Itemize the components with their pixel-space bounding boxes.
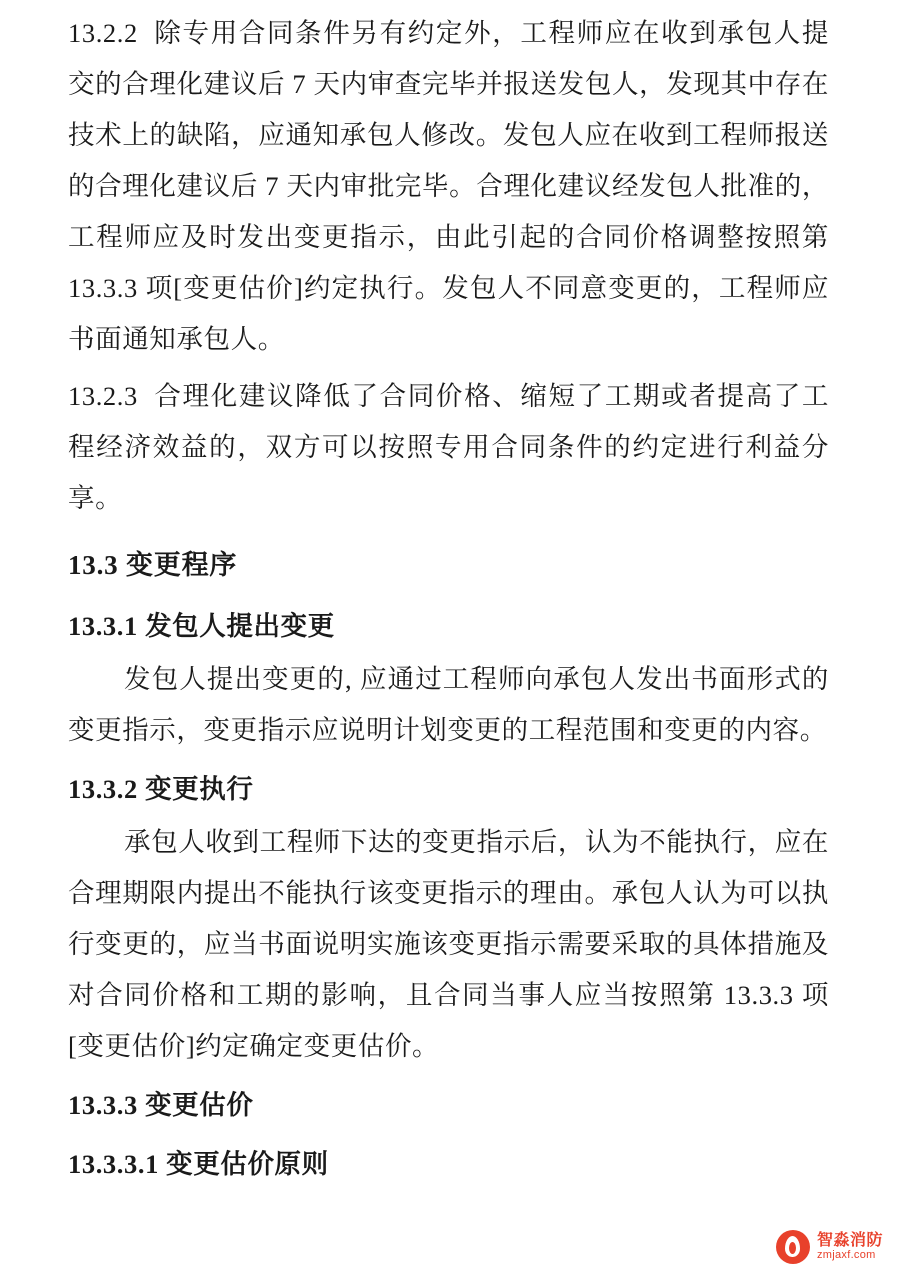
clause-paragraph-13-2-3: 13.2.3 合理化建议降低了合同价格、缩短了工期或者提高了工程经济效益的，双方可以按照专用合同条件的约定进行利益分享。 — [68, 381, 829, 513]
clause-paragraph-13-3-1: 发包人提出变更的, 应通过工程师向承包人发出书面形式的变更指示，变更指示应说明计划变更的工程范围和变更的内容。 — [68, 664, 829, 745]
clause-paragraph-13-2-2: 13.2.2 除专用合同条件另有约定外，工程师应在收到承包人提交的合理化建议后 7 天内审查完毕并报送发包人，发现其中存在技术上的缺陷，应通知承包人修改。发包人应在收到工程师报送的合理化建议后 7 天内审批完毕。合理化建议经发包人批准的，工程师应及时发出变更指示，由此引起的合同价格调整按照第 13.3.3 项[变更估价]约定执行。发包人不同意变更的，工程师应书面通知承包人。 — [68, 18, 837, 354]
watermark-text — [817, 1233, 883, 1261]
section-heading-13-3-2: 13.3.2 变更执行 — [68, 774, 254, 804]
watermark-url: zmjaxf.com — [816, 1248, 876, 1261]
section-heading-13-3-3-1: 13.3.3.1 变更估价原则 — [68, 1149, 329, 1179]
watermark-brand: 智淼消防 — [816, 1231, 883, 1249]
section-heading-13-3-3: 13.3.3 变更估价 — [68, 1090, 254, 1120]
section-heading-13-3-1: 13.3.1 发包人提出变更 — [68, 611, 335, 641]
flame-icon — [776, 1230, 810, 1264]
clause-paragraph-13-3-2: 承包人收到工程师下达的变更指示后，认为不能执行，应在合理期限内提出不能执行该变更指示的理由。承包人认为可以执行变更的，应当书面说明实施该变更指示需要采取的具体措施及对合同价格和工期的影响，且合同当事人应当按照第 13.3.3 项[变更估价]约定确定变更估价。 — [68, 827, 829, 1061]
section-heading-13-3: 13.3 变更程序 — [68, 550, 238, 580]
watermark — [776, 1230, 883, 1264]
